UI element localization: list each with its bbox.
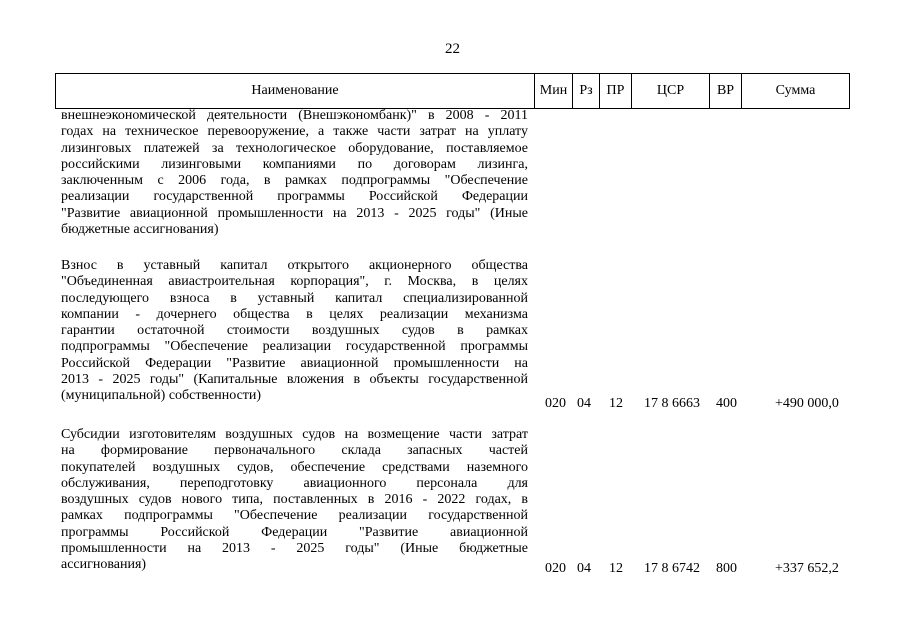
- header-name: Наименование: [56, 74, 535, 109]
- row-description: [61, 427, 528, 574]
- row-line: Субсидии изготовителям воздушных судов на возмещение части затрат: [61, 427, 528, 442]
- row-line: годах на техническое перевооружение, а также части затрат на уплату: [61, 124, 528, 140]
- row-line: обслуживания, переподготовку авиационного персонала для: [61, 475, 528, 491]
- row-line: гарантии остаточной стоимости воздушных судов в рамках: [61, 323, 528, 339]
- cell-pr: 12: [609, 561, 623, 576]
- row-description: [61, 108, 528, 238]
- row-line: "Развитие авиационной промышленности на 2013 - 2025 годы" (Иные: [61, 205, 528, 221]
- table-row: [0, 108, 905, 248]
- cell-vr: 800: [716, 561, 737, 576]
- table-header: [55, 73, 850, 109]
- row-line: компании - дочернего общества в целях реализации механизма: [61, 306, 528, 322]
- cell-sum: +337 652,2: [775, 561, 839, 576]
- row-line: 2013 - 2025 годы" (Капитальные вложения в объекты государственной: [61, 372, 528, 388]
- header-rz: Рз: [573, 74, 600, 109]
- cell-vr: 400: [716, 396, 737, 411]
- header-min: Мин: [535, 74, 573, 109]
- row-line: реализации государственной программы Российской Федерации: [61, 189, 528, 205]
- row-line: программы Российской Федерации "Развитие авиационной: [61, 524, 528, 540]
- cell-min: 020: [545, 561, 566, 576]
- row-line: Российской Федерации "Развитие авиационной промышленности на: [61, 355, 528, 371]
- row-line: воздушных судов нового типа, поставленных в 2016 - 2022 годах, в: [61, 492, 528, 508]
- table-row: [0, 427, 905, 587]
- cell-rz: 04: [577, 561, 591, 576]
- row-line: бюджетные ассигнования): [61, 222, 219, 238]
- cell-sum: +490 000,0: [775, 396, 839, 411]
- row-description: [61, 258, 528, 405]
- cell-min: 020: [545, 396, 566, 411]
- row-line: ассигнования): [61, 557, 147, 573]
- row-line: (муниципальной) собственности): [61, 388, 262, 404]
- row-line: лизинговых платежей за технологическое оборудование, поставляемое: [61, 140, 528, 156]
- row-line: подпрограммы "Обеспечение реализации государственной программы: [61, 339, 528, 355]
- row-line: внешнеэкономической деятельности (Внешэкономбанк)" в 2008 - 2011: [61, 108, 528, 123]
- row-line: рамках подпрограммы "Обеспечение реализации государственной: [61, 508, 528, 524]
- header-sum: Сумма: [742, 74, 850, 109]
- row-line: на формирование первоначального склада запасных частей: [61, 443, 528, 459]
- row-line: покупателей воздушных судов, обеспечение средствами наземного: [61, 459, 528, 475]
- row-line: заключенным с 2006 года, в рамках подпрограммы "Обеспечение: [61, 173, 528, 189]
- row-line: российскими лизинговыми компаниями по договорам лизинга,: [61, 156, 528, 172]
- page-number: 22: [445, 41, 460, 57]
- cell-csr: 17 8 6742: [644, 561, 700, 576]
- header-vr: ВР: [710, 74, 742, 109]
- row-line: "Объединенная авиастроительная корпорация", г. Москва, в целях: [61, 274, 528, 290]
- cell-csr: 17 8 6663: [644, 396, 700, 411]
- table-row: [0, 258, 905, 418]
- header-pr: ПР: [600, 74, 632, 109]
- cell-rz: 04: [577, 396, 591, 411]
- cell-pr: 12: [609, 396, 623, 411]
- row-line: промышленности на 2013 - 2025 годы" (Иные бюджетные: [61, 541, 528, 557]
- row-line: Взнос в уставный капитал открытого акционерного общества: [61, 258, 528, 273]
- row-line: последующего взноса в уставный капитал специализированной: [61, 290, 528, 306]
- header-csr: ЦСР: [632, 74, 710, 109]
